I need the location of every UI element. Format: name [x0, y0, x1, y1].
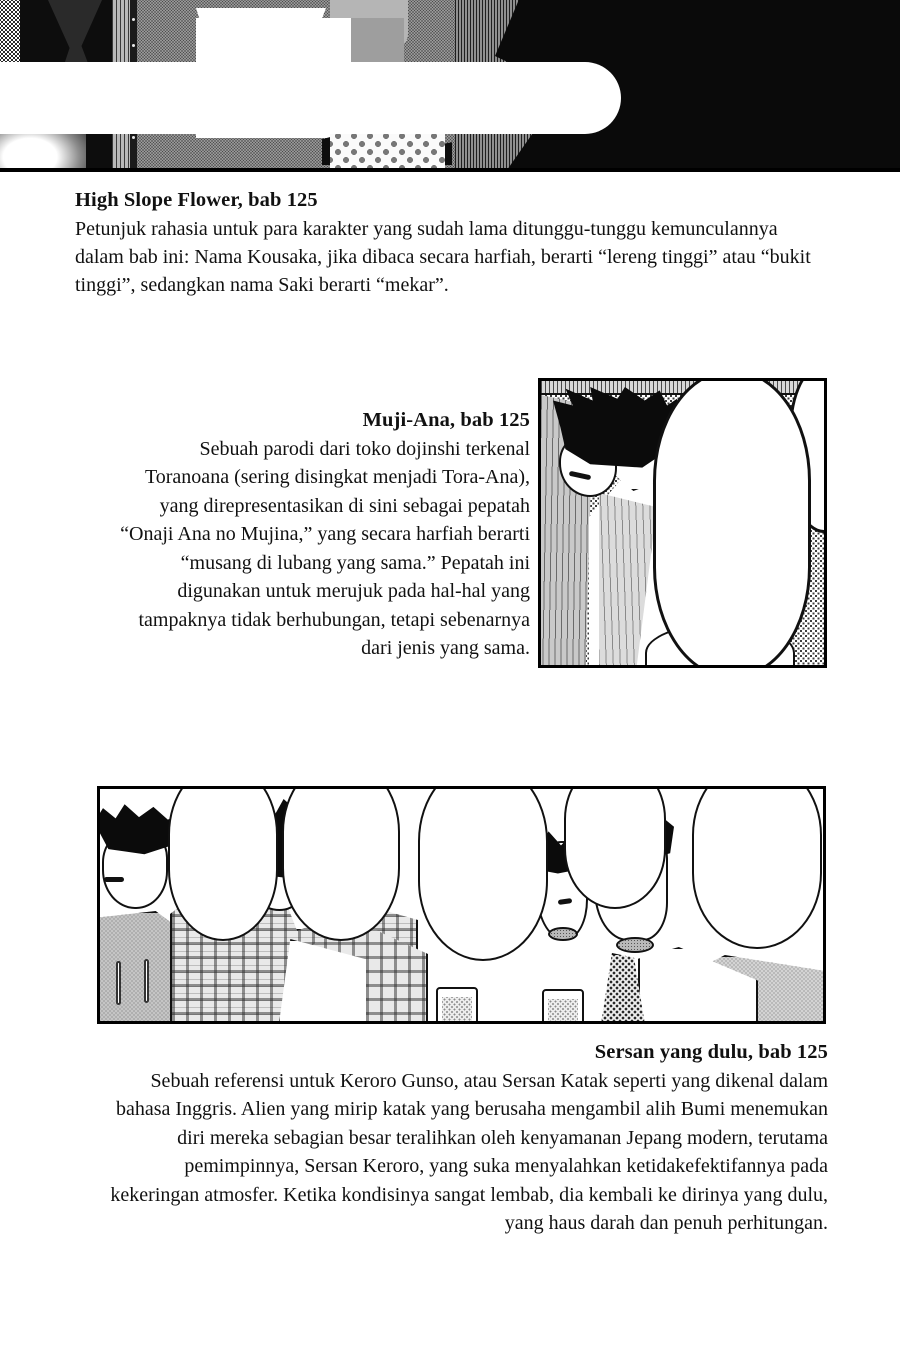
note-body: Sebuah referensi untuk Keroro Gunso, atau Sersan Katak seperti yang dikenal dalam bahasa Inggris. Alien yang mirip katak yang berusaha mengambil alih Bumi menemukan diri mereka sebagian besar teralihkan oleh kenyamanan Jepang modern, terutama pemimpinnya, Sersan Keroro, yang suka menyalahkan ketidakefektifannya pada kekeringan atmosfer. Ketika kondisinya sangat lembab, dia kembali ke dirinya yang dulu, yang haus darah dan penuh perhitungan. — [110, 1069, 828, 1235]
speech-bubble-5 — [692, 786, 822, 949]
note-title: Sersan yang dulu, bab 125 — [594, 1041, 828, 1063]
speech-bubble-4 — [564, 786, 666, 909]
speech-bubble-3 — [418, 786, 548, 961]
character-4-mouth — [616, 937, 654, 953]
note-title: High Slope Flower, bab 125 — [75, 189, 318, 211]
character-3-mouth — [548, 927, 578, 941]
note-sersan-yang-dulu — [98, 1040, 828, 1238]
note-body: Sebuah parodi dari toko dojinshi terkenal Toranoana (sering disingkat menjadi Tora-Ana), yang direpresentasikan di sini sebagai pepatah “Onaji Ana no Mujina,” yang secara harfiah berarti “musang di lubang yang sama.” Pepatah ini digunakan untuk merujuk pada hal-hal yang tampaknya tidak berhubungan, tetapi sebenarnya dari jenis yang sama. — [120, 437, 530, 660]
top-manga-panel — [0, 0, 900, 172]
middle-manga-panel — [538, 378, 827, 668]
character-1-eye — [104, 877, 124, 882]
drinking-glass-2 — [542, 989, 584, 1024]
hoodie-drawstring-left — [116, 961, 121, 1005]
speech-bubble — [105, 62, 621, 134]
drinking-glass-1 — [436, 987, 478, 1024]
speech-bubble-2 — [282, 786, 400, 941]
speech-bubble — [653, 378, 811, 668]
note-muji-ana — [118, 408, 530, 663]
speech-bubble-1 — [168, 786, 278, 941]
panel-dot-texture — [330, 128, 445, 168]
note-high-slope-flower — [75, 188, 830, 300]
bottom-manga-panel — [97, 786, 826, 1024]
note-body: Petunjuk rahasia untuk para karakter yang sudah lama ditunggu-tunggu kemunculannya dalam bab ini: Nama Kousaka, jika dibaca secara harfiah, berarti “lereng tinggi” atau “bukit tinggi”, sedangkan nama Saki berarti “mekar”. — [75, 217, 811, 297]
note-title: Muji-Ana, bab 125 — [362, 409, 530, 431]
hoodie-drawstring-right — [144, 959, 149, 1003]
